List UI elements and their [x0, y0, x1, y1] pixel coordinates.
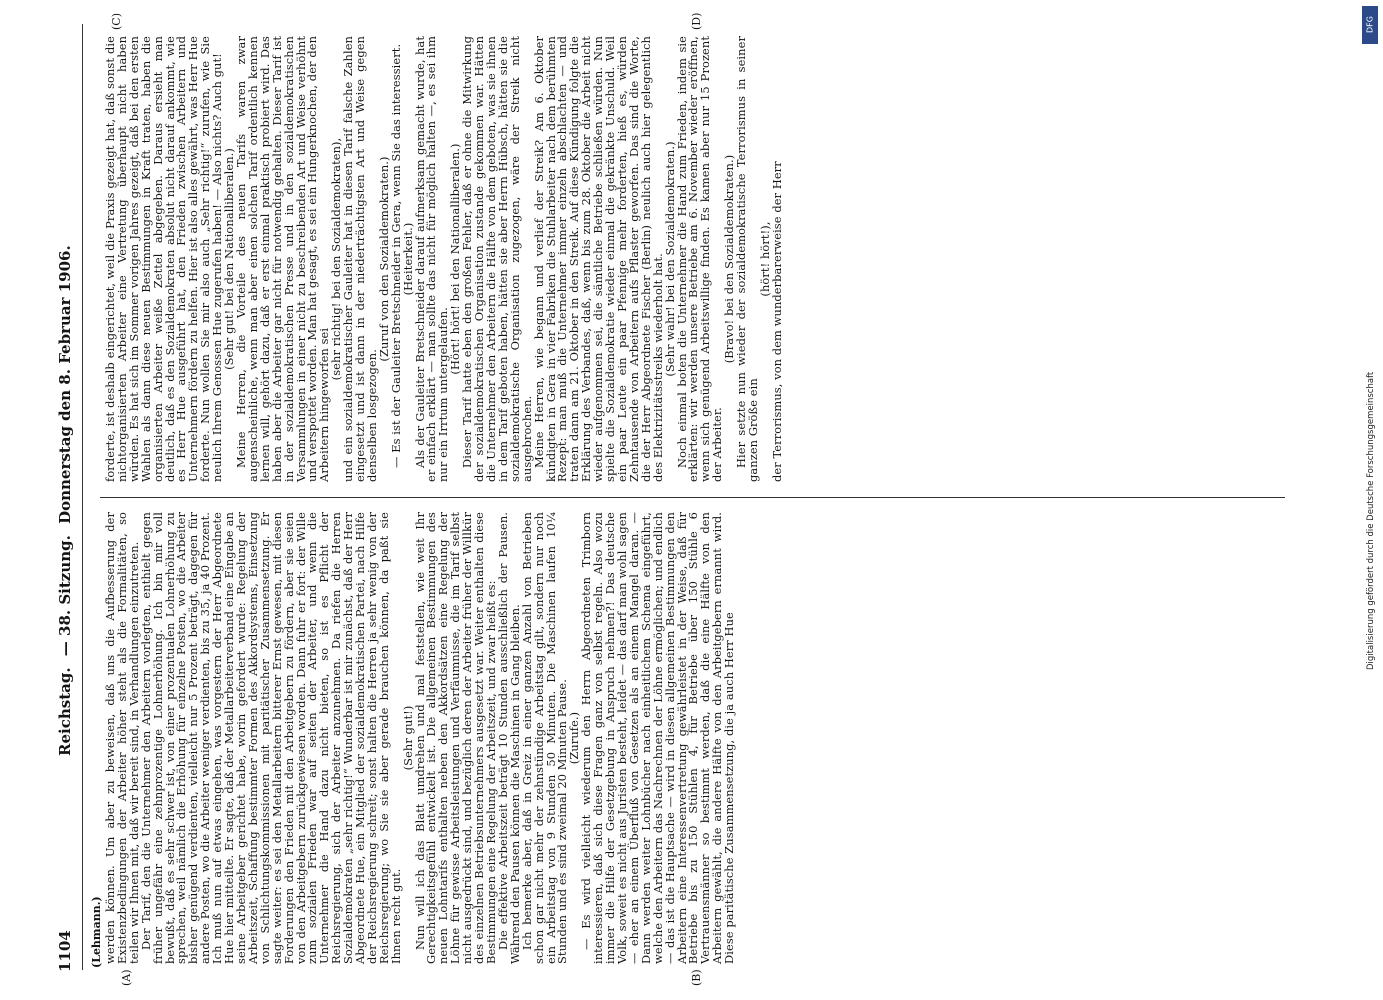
paragraph: Dieser Tarif hatte eben den großen Fehler, daß er ohne die Mitwirkung der sozialdemokratischen Organisation zustande gekommen war. Hätten die Unternehmer den Arbeitern die Hälfte von dem geboten, was sie ihnen in dem Tarif geboten haben, hätten sie aber Herrn Hübsch, hätten sie die sozialdemokratische Organisation zugezogen, wäre der Streik nicht ausgebrochen.	[460, 36, 534, 482]
margin-marker-b: (B)	[690, 969, 703, 986]
interjection: (hört! hört!),	[757, 221, 772, 297]
header-reichstag: Reichstag.	[56, 667, 74, 756]
margin-marker-c: (C)	[110, 13, 123, 30]
digitization-credit: Digitalisierung gefördert durch die Deutsche Forschungsgemeinschaft	[1366, 371, 1376, 670]
running-title	[56, 239, 74, 756]
paragraph: werden können. Um aber zu beweisen, daß uns die Aufbesserung der Existenzbedingungen der Arbeiter höher steht als die Formalitäten, so teilen wir Ihnen mit, daß wir bereit sind, in Verhandlungen einzutreten.	[103, 512, 141, 964]
header-session: — 38. Sitzung.	[56, 535, 74, 657]
paragraph: der Terrorismus, von dem wunderbarerweise der Herr	[769, 161, 784, 482]
header-rule	[82, 24, 83, 970]
margin-marker-a: (A)	[120, 969, 133, 986]
page-number: 1104	[56, 930, 74, 972]
margin-marker-d: (D)	[690, 12, 703, 30]
interjection: (sehr richtig! bei den Sozialdemokraten),	[329, 137, 344, 381]
paragraph: Als der Gauleiter Bretschneider darauf aufmerksam gemacht wurde, hat er einfach erklärt — man sollte das nicht für möglich halten —, es sei ihm nur ein Irrtum untergelaufen.	[412, 36, 451, 482]
paragraph: Meine Herren, wie begann und verlief der Streik? Am 6. Oktober kündigten in Gera in vier Fabriken die Stuhlarbeiter nach dem berühmten Rezept: man muß die Unternehmer immer einzeln abschlachten — und traten dann am 21. Oktober in den Streik. Auf diese Kündigung folgte die Erklärung des Verbandes, daß, wenn bis zum 28. Oktober die Arbeit nicht wieder aufgenommen sei, die sämtliche Betriebe schließen würden. Nun spielte die Sozialdemokratie wieder einmal die gekränkte Unschuld. Weil ein paar Leute ein paar Pfennige mehr forderten, hieß es, würden Zehntausende von Arbeitern aufs Pflaster geworfen. Das sind die Worte, die der Herr Abgeordnete Fischer (Berlin) neulich auch hier gelegentlich des Elektrizitätsstreiks wiederholt hat.	[531, 36, 665, 482]
paragraph: Hier setzte nun wieder der sozialdemokratische Terrorismus in seiner ganzen Größe ein	[734, 36, 760, 482]
page-header	[52, 20, 78, 976]
paragraph: Noch einmal boten die Unternehmer die Hand zum Frieden, indem sie erklärten: wir werden unsere Betriebe am 6. November wieder eröffnen, wenn sich genügend Arbeitswillige finden. Es kamen aber nur 15 Prozent der Arbeiter.	[674, 36, 725, 482]
interjection: (Hört! hört! bei den Nationalliberalen.)	[448, 143, 463, 375]
paragraph: forderte, ist deshalb eingerichtet, weil die Praxis gezeigt hat, daß sonst die nichtorganisierten Arbeiter eine Vertretung überhaupt nicht haben würden. Es hat sich im Sommer vorigen Jahres gezeigt, daß bei den ersten Wahlen als dann diese neuen Bestimmungen in Kraft traten, haben die organisierten Arbeiter weiße Zettel abgegeben. Daraus ersieht man deutlich, daß es den Sozialdemokraten absolut nicht darauf ankommt, wie es Herr Hue ausgeführt hat, den Frieden zwischen Arbeitern und Unternehmern fördern zu helfen. Hier ist also alles gewährt, was Herr Hue forderte. Nun wollen Sie mir also auch „Sehr richtig!“ zurufen, wie Sie neulich Ihrem Genossen Hue zugerufen haben! — Also nichts? Auch gut!	[103, 36, 225, 482]
paragraph: Nun will ich das Blatt umdrehen und mal feststellen, wie weit Ihr Gerechtigkeitsgefühl entwickelt ist. Die allgemeinen Bestimmungen des neuen Lohntarifs enthalten neben den Akkordsätzen eine Regelung der Löhne für gewisse Arbeitsleistungen und Verfäumnisse, die im Tarif selbst nicht ausgedrückt sind, und bezüglich deren der Arbeiter früher der Willkür des einzelnen Betriebsunternehmers ausgesetzt war. Weiter enthalten diese Bestimmungen eine Regelung der Arbeitszeit, und zwar heißt es:	[412, 512, 498, 964]
dfg-logo: DFG	[1362, 6, 1378, 44]
text-column-left	[105, 512, 736, 964]
text-column-right	[105, 36, 784, 482]
interjection: (Heiterkeit.)	[400, 222, 415, 296]
paragraph: — Es wird vielleicht wiederum den Herrn Abgeordneten Trimborn interessieren, daß sich diese Fragen ganz von selbst regeln. Also wozu immer die Hilfe der Gesetzgebung in Anspruch nehmen?! Das deutsche Volk, soweit es nicht aus Juristen besteht, leidet — das darf man wohl sagen — eher an einem Überfluß von Gesetzen als an einem Mangel daran. — Dann werden weiter Lohnbücher nach einheitlichem Schema eingeführt, welche den Arbeitern das Nachrechnen der Löhne ermöglichen; und endlich — das ist die Hauptsache — wird in diesen allgemeinen Bestimmungen den Arbeitern eine Interessenvertretung gewährleistet in der Weise, daß für Betriebe bis zu 150 Stühlen 4, für Betriebe über 150 Stühle 6 Vertrauensmänner so bestimmt werden, daß die eine Hälfte von den Arbeitern gewählt, die andere Hälfte von den Arbeitgebern ernannt wird. Diese paritätische Zusammensetzung, die ja auch Herr Hue	[579, 512, 737, 964]
column-divider	[100, 497, 1285, 498]
interjection: (Bravo! bei den Sozialdemokraten.)	[722, 154, 737, 364]
interjection: (Sehr gut!)	[400, 705, 415, 771]
quote-paragraph: Die effektive Arbeitszeit beträgt 10 Stunden ausschließlich der Pausen. Während den Pausen können die Maschinen in Gang bleiben.	[495, 512, 522, 964]
paragraph: Ich bemerke aber, daß in Greiz in einer ganzen Anzahl von Betrieben schon gar nicht mehr der zehnstündige Arbeitstag gilt, sondern nur noch ein Arbeitstag von 9 Stunden 50 Minuten. Die Maschinen laufen 10¼ Stunden und es sind zweimal 20 Minuten Pause.	[519, 512, 570, 964]
paragraph: — Es ist der Gauleiter Bretschneider in Gera, wenn Sie das interessiert.	[388, 43, 403, 468]
interjection: (Sehr gut! bei den Nationalliberalen.)	[222, 148, 237, 370]
paragraph: Der Tarif, den die Unternehmer den Arbeitern vorlegten, enthielt gegen früher ungefähr eine zehnprozentige Lohnerhöhung. Ich bin mir voll bewußt, daß es sehr schwer ist, von einer prozentualen Lohnerhöhung zu sprechen, weil nämlich die Erhöhung für einzelne Posten, wo die Arbeiter bisher genügend verdienten, vielleicht nur 5 Prozent beträgt, dagegen für andere Posten, wo die Arbeiter weniger verdienten, bis zu 35, ja 40 Prozent. Ich muß nun auf etwas eingehen, was vorgestern der Herr Abgeordnete Hue hier mitteilte. Er sagte, daß der Metallarbeiterverband eine Eingabe an seine Arbeitgeber gerichtet habe, worin gefordert wurde: Regelung der Arbeitszeit, Schaffung bestimmter Formen des Akkordsystems, Einsetzung von Schlichtungskommissionen mit paritätischer Zusammensetzung. Er sagte weiter: es sei den Metallarbeitern bitterer Ernst gewesen, mit diesen Forderungen den Frieden mit den Arbeitgebern zu fördern, aber sie seien von den Arbeitgebern zurückgewiesen worden. Dann fuhr er fort: der Wille zum sozialen Frieden war auf seiten der Arbeiter, und wenn die Unternehmer die Hand dazu nicht bieten, so ist es Pflicht der Reichsregierung, sich der Arbeiter anzunehmen. Da riefen die Herren Sozialdemokraten „sehr richtig!“ Wunderbar ist mir zunächst, daß der Herr Abgeordnete Hue, ein Mitglied der sozialdemokratischen Partei, nach Hilfe der Reichsregierung schreit; sonst halten die Herren ja sehr wenig von der Reichsregierung; wo Sie sie aber gerade brauchen können, da paßt sie Ihnen recht gut.	[138, 512, 403, 964]
header-date: Donnerstag den 8. Februar 1906.	[56, 245, 74, 524]
interjection: (Sehr wahr! bei den Sozialdemokraten.)	[662, 141, 677, 377]
interjection: (Zurufe.)	[567, 711, 582, 765]
paragraph: Meine Herren, die Vorteile des neuen Tarifs waren zwar augenscheinliche, wenn man aber einen solchen Tarif ordentlich kennen lernen will, gehört dazu, daß er erst einmal praktisch probiert wird. Das haben aber die Arbeiter gar nicht für notwendig gehalten. Dieser Tarif ist in der sozialdemokratischen Presse und in den sozialdemokratischen Versammlungen in einer nicht zu beschreibenden Art und Weise verhöhnt und verspottet worden. Man hat gesagt, es sei ein Hungerknochen, der den Arbeitern hingeworfen sei	[233, 36, 332, 482]
interjection: (Zuruf von den Sozialdemokraten.)	[376, 156, 391, 362]
paragraph: und ein sozialdemokratischer Gauleiter hat in diesen Tarif falsche Zahlen eingesetzt und ist dann in der niederträchtigsten Art und Weise gegen denselben losgezogen.	[341, 36, 379, 482]
speaker-tag: (Lehmann.)	[90, 896, 103, 968]
